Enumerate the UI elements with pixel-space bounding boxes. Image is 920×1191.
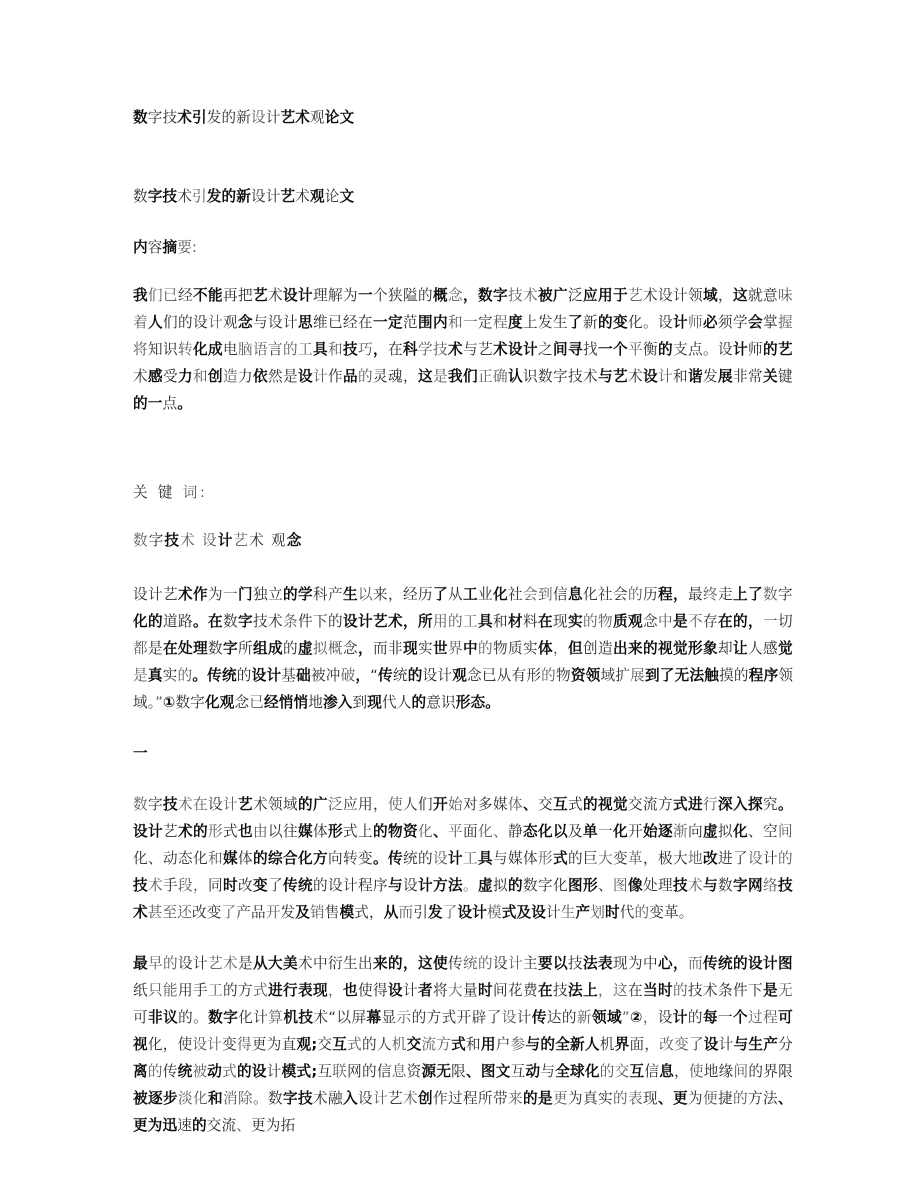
intro-paragraph: 设计艺术作为一门独立的学科产生以来，经历了从工业化社会到信息化社会的历程，最终走上了数字化的道路。在数字技术条件下的设计艺术，所用的工具和材料在现实的物质观念中是不存在的，一切都是在处理数字所组成的虚拟概念，而非现实世界中的物质实体，但创造出来的视觉形象却让人感觉是真实的。传统的设计基础被冲破，“传统的设计观念已从有形的物资领域扩展到了无法触摸的程序领域。”①数字化观念已经悄悄地渗入到现代人的意识形态。 <box>133 586 794 711</box>
section-one-paragraph-2: 最早的设计艺术是从大美术中衍生出来的，这使传统的设计主要以技法表现为中心，而传统的设计图纸只能用手工的方式进行表现，也使得设计者将大量时间花费在技法上，这在当时的技术条件下是无可非议的。数字化计算机技术“以屏幕显示的方式开辟了设计传达的新领域”②，设计的每一个过程可视化，使设计变得更为直观;交互式的人机交流方式和用户参与的全新人机界面，改变了设计与生产分离的传统被动式的设计模式;互联网的信息资源无限、图文互动与全球化的交互信息，使地缘间的界限被逐步淡化和消除。数字技术融入设计艺术创作过程所带来的是更为真实的表现、更为便捷的方法、更为迅速的交流、更为拓 <box>133 955 793 1134</box>
section-one-paragraph-1: 数字技术在设计艺术领域的广泛应用，使人们开始对多媒体、交互式的视觉交流方式进行深入探究。设计艺术的形式也由以往媒体形式上的物资化、平面化、静态化以及单一化开始逐渐向虚拟化、空间化、动态化和媒体的综合化方向转变。传统的设计工具与媒体形式的巨大变革，极大地改进了设计的技术手段，同时改变了传统的设计程序与设计方法。虚拟的数字化图形、图像处理技术与数字网络技术甚至还改变了产品开发及销售模式，从而引发了设计模式及设计生产划时代的变革。 <box>133 796 793 921</box>
abstract-paragraph: 我们已经不能再把艺术设计理解为一个狭隘的概念，数字技术被广泛应用于艺术设计领域，这就意味着人们的设计观念与设计思维已经在一定范围内和一定程度上发生了新的变化。设计师必须学会掌握将知识转化成电脑语言的工具和技巧，在科学技术与艺术设计之间寻找一个平衡的支点。设计师的艺术感受力和创造力依然是设计作品的灵魂，这是我们正确认识数字技术与艺术设计和谐发展非常关键的一点。 <box>133 287 793 412</box>
page-title: 数字技术引发的新设计艺术观论文 <box>133 109 355 126</box>
document-content <box>133 104 793 1139</box>
section-marker-one: 一 <box>133 745 148 762</box>
keywords-heading: 关 键 词: <box>133 484 208 501</box>
keywords-list: 数字技术 设计艺术 观念 <box>133 532 303 549</box>
abstract-heading: 内容摘要: <box>133 239 198 256</box>
article-title: 数字技术引发的新设计艺术观论文 <box>133 188 355 205</box>
